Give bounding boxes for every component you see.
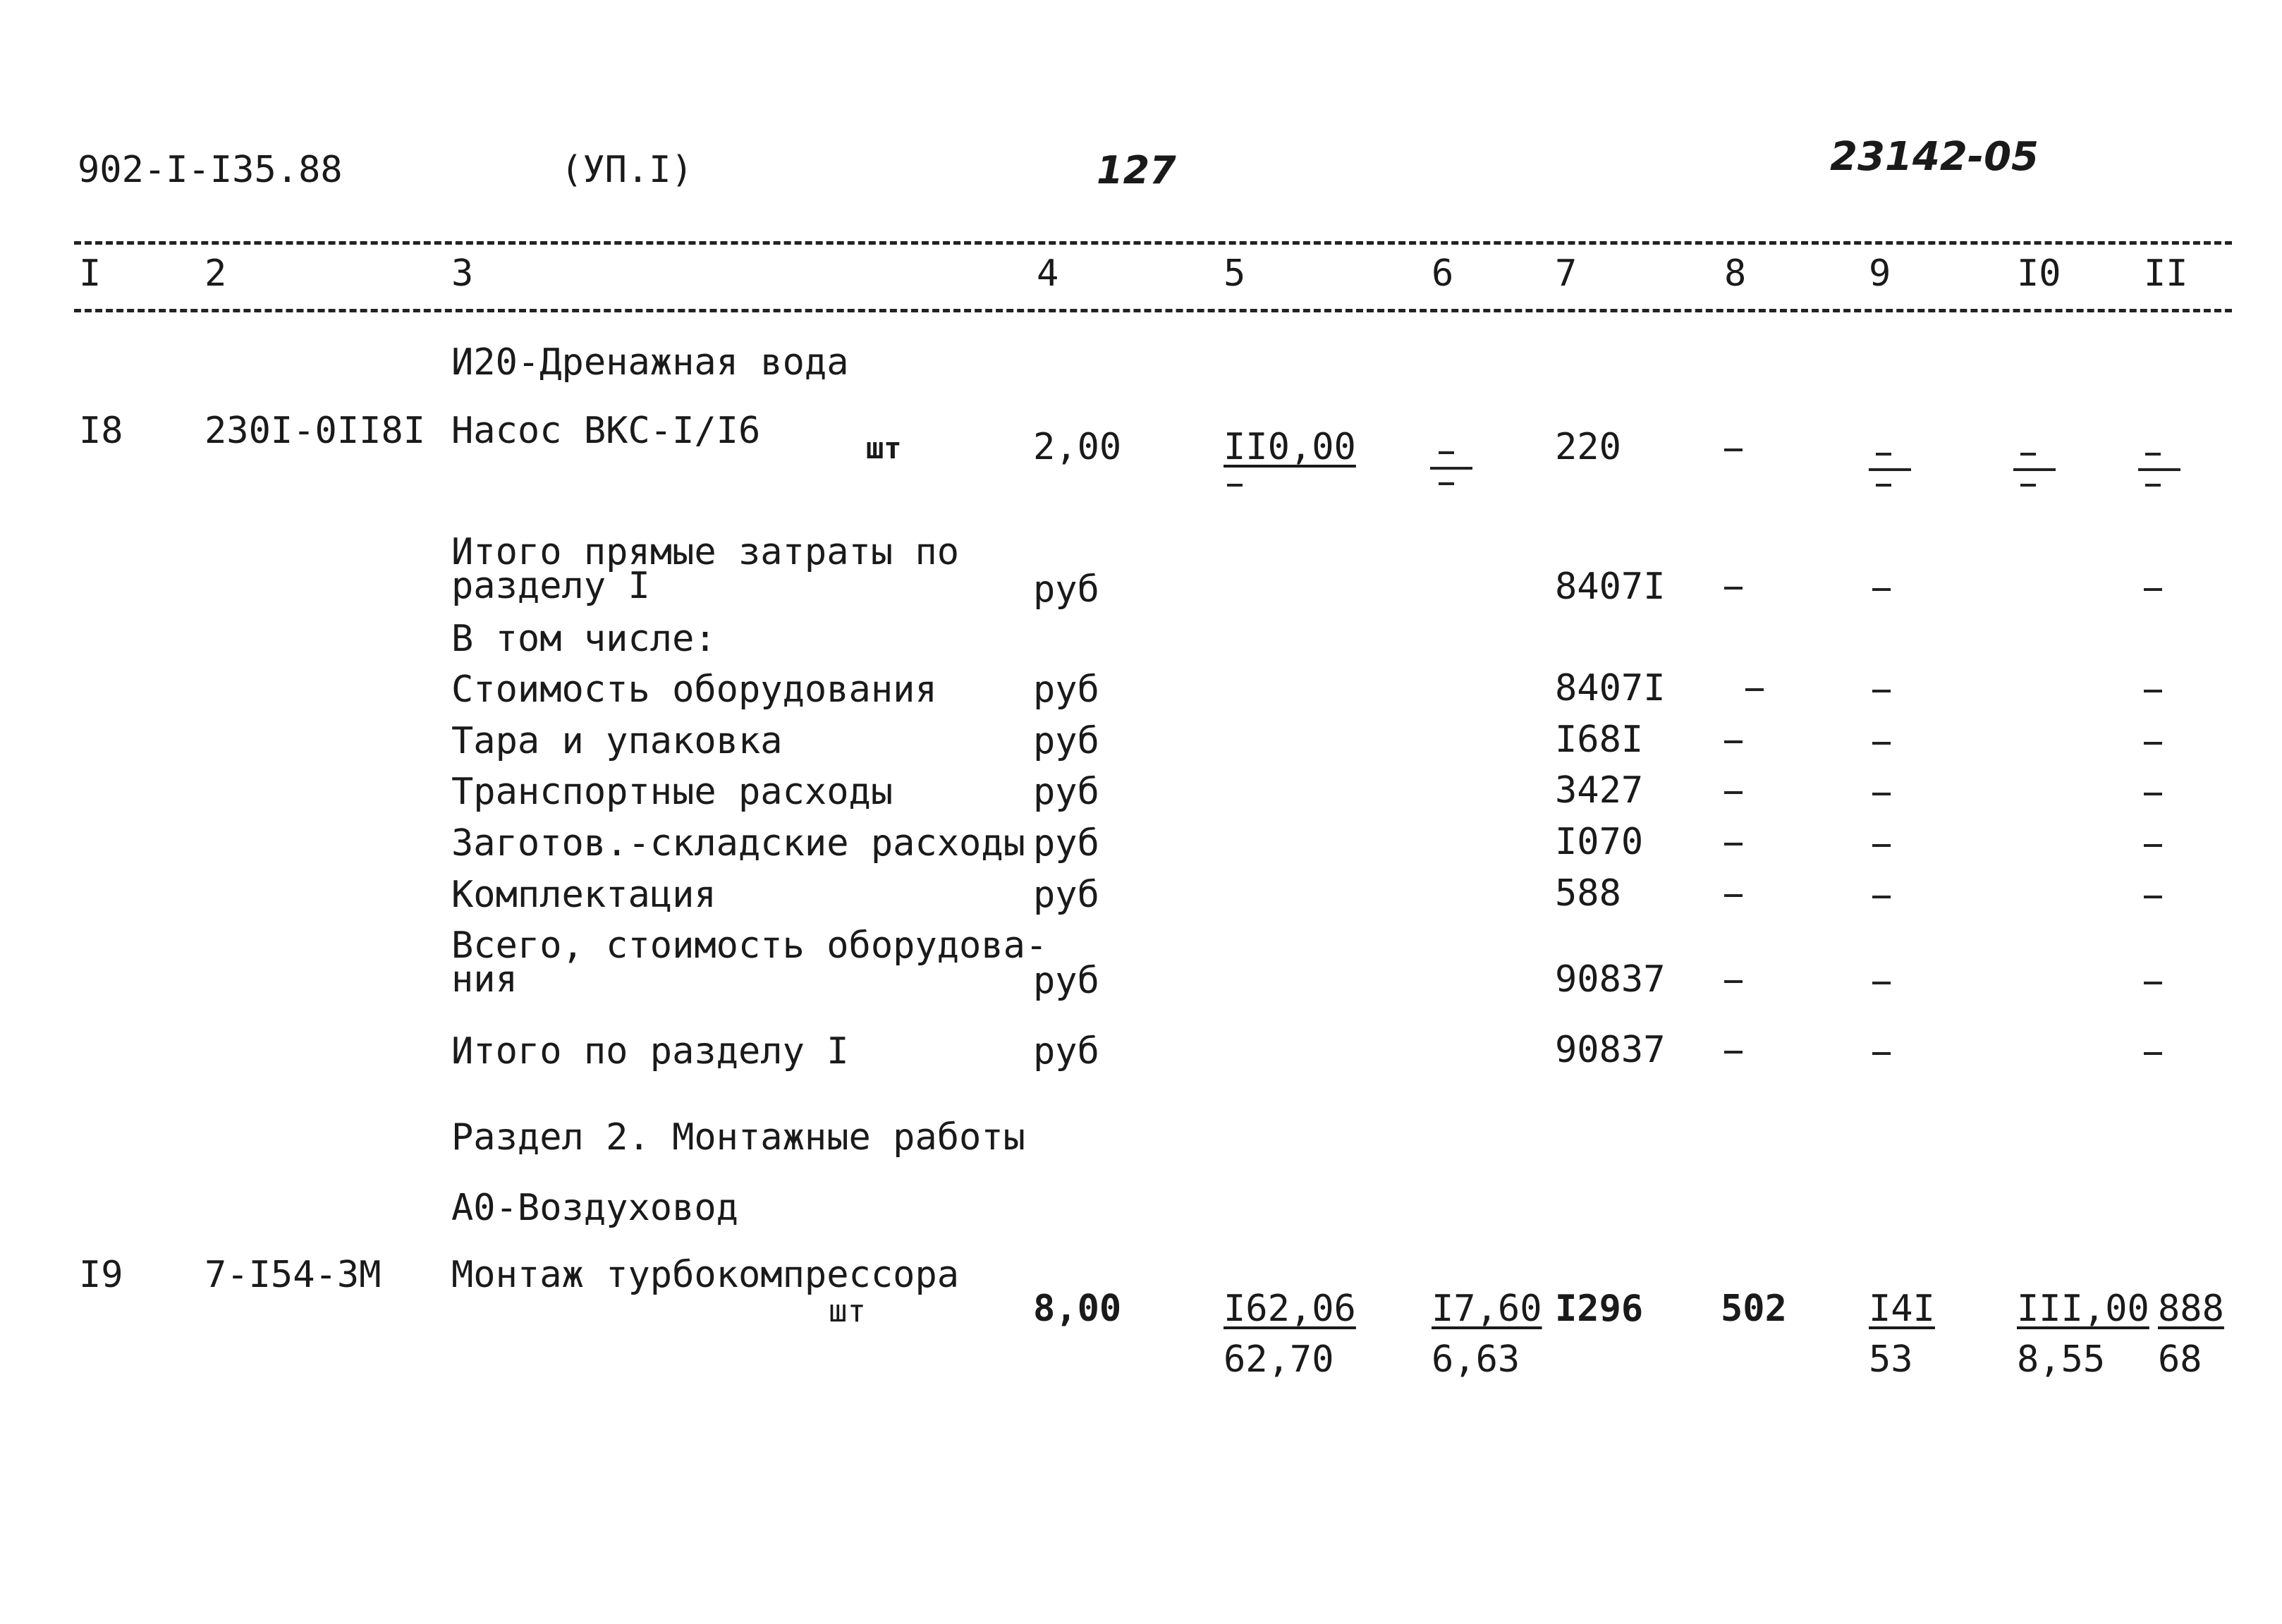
empty-dash — [1724, 740, 1743, 743]
empty-dash — [1724, 843, 1743, 845]
cost-col7: I296 — [1555, 1288, 1644, 1330]
fraction-dash — [1876, 453, 1891, 456]
col-header-1: I — [79, 252, 102, 295]
price-code: 230I-0II8I — [205, 410, 426, 452]
empty-dash — [2144, 690, 2162, 692]
total-cost: 220 — [1555, 426, 1621, 468]
summary-unit: руб — [1033, 822, 1099, 865]
summary-unit: руб — [1033, 960, 1099, 1002]
empty-dash — [2144, 742, 2162, 745]
cost-col9-top: I4I — [1869, 1288, 1935, 1330]
cost-col8: 502 — [1721, 1288, 1787, 1330]
empty-dash — [1724, 980, 1743, 983]
summary-label: Итого прямые затраты по разделу I — [451, 531, 960, 607]
summary-label: Комплектация — [451, 874, 716, 916]
subsection-heading: А0-Воздуховод — [451, 1187, 738, 1229]
col-header-6: 6 — [1432, 252, 1454, 295]
empty-dash — [1724, 448, 1743, 451]
item-quantity: 2,00 — [1033, 426, 1122, 468]
cost-col10-bottom: 8,55 — [2017, 1338, 2106, 1381]
section-heading: Раздел 2. Монтажные работы — [451, 1116, 1025, 1159]
empty-dash — [2144, 588, 2162, 591]
col-header-2: 2 — [205, 252, 227, 295]
summary-label: Тара и упаковка — [451, 720, 783, 762]
item-name: Насос ВКС-I/I6 — [451, 410, 761, 452]
fraction-dash — [2145, 484, 2161, 487]
summary-value: 3427 — [1555, 769, 1644, 812]
empty-dash — [1724, 587, 1743, 590]
row-number: I8 — [79, 410, 123, 452]
empty-dash — [1724, 1051, 1743, 1054]
empty-dash — [1872, 690, 1891, 692]
empty-dash — [2144, 1052, 2162, 1055]
empty-dash — [1872, 742, 1891, 745]
table-header-rule — [74, 309, 2232, 312]
fraction-dash — [1439, 482, 1454, 485]
item-unit: шт — [829, 1293, 866, 1329]
col-header-4: 4 — [1037, 252, 1059, 295]
summary-subheading: В том числе: — [451, 618, 716, 660]
empty-dash — [1724, 791, 1743, 794]
cost-col6-top: I7,60 — [1432, 1288, 1542, 1330]
summary-unit: руб — [1033, 668, 1099, 711]
col-header-7: 7 — [1555, 252, 1578, 295]
summary-label: Транспортные расходы — [451, 771, 893, 813]
empty-dash — [2144, 793, 2162, 795]
empty-dash — [1872, 588, 1891, 591]
cost-col11-bottom: 68 — [2158, 1338, 2202, 1381]
fraction-line — [2013, 468, 2056, 471]
empty-dash — [1872, 844, 1891, 847]
empty-dash — [1724, 894, 1743, 897]
fraction-dash — [1227, 484, 1243, 487]
col-header-5: 5 — [1224, 252, 1246, 295]
summary-value: 8407I — [1555, 667, 1666, 709]
cost-col9-bottom: 53 — [1869, 1338, 1913, 1381]
cost-col5-bottom: 62,70 — [1224, 1338, 1334, 1381]
summary-value: I070 — [1555, 821, 1644, 863]
fraction-dash — [1876, 484, 1891, 487]
table-top-rule — [74, 241, 2232, 245]
fraction-line — [2138, 468, 2180, 471]
empty-dash — [2144, 896, 2162, 898]
empty-dash — [2144, 844, 2162, 847]
summary-value: 90837 — [1555, 958, 1666, 1001]
empty-dash — [1872, 793, 1891, 795]
fraction-dash — [2145, 453, 2161, 456]
empty-dash — [1872, 982, 1891, 984]
cost-col11-top: 888 — [2158, 1288, 2224, 1330]
col-header-11: II — [2144, 252, 2188, 295]
summary-value: 8407I — [1555, 566, 1666, 608]
fraction-line — [1430, 467, 1472, 470]
summary-unit: руб — [1033, 568, 1099, 611]
fraction-dash — [1439, 451, 1454, 454]
summary-value: 90837 — [1555, 1029, 1666, 1071]
summary-value: 588 — [1555, 872, 1621, 915]
summary-label: Стоимость оборудования — [451, 668, 937, 711]
album-number: (УП.I) — [561, 149, 693, 191]
empty-dash — [2144, 982, 2162, 984]
handwritten-stamp: 23142-05 — [1830, 134, 2039, 180]
col-header-10: I0 — [2017, 252, 2061, 295]
document-code: 902-I-I35.88 — [78, 149, 343, 191]
fraction-line — [1869, 468, 1911, 471]
page-number: 127 — [1097, 148, 1176, 193]
item-quantity: 8,00 — [1033, 1288, 1122, 1330]
cost-col5-top: I62,06 — [1224, 1288, 1356, 1330]
fraction-dash — [2020, 453, 2036, 456]
summary-unit: руб — [1033, 771, 1099, 813]
col-header-8: 8 — [1724, 252, 1747, 295]
col-header-9: 9 — [1869, 252, 1891, 295]
summary-label: Итого по разделу I — [451, 1030, 849, 1073]
price-code: 7-I54-3М — [205, 1254, 382, 1296]
summary-unit: руб — [1033, 1030, 1099, 1073]
col-header-3: 3 — [451, 252, 474, 295]
cost-col10-top: III,00 — [2017, 1288, 2149, 1330]
empty-dash — [1872, 896, 1891, 898]
summary-unit: руб — [1033, 720, 1099, 762]
empty-dash — [1745, 688, 1764, 691]
unit-cost: II0,00 — [1224, 426, 1356, 468]
summary-label: Всего, стоимость оборудова- ния — [451, 924, 1048, 1001]
row-number: I9 — [79, 1254, 123, 1296]
cost-col6-bottom: 6,63 — [1432, 1338, 1520, 1381]
summary-value: I68I — [1555, 719, 1644, 761]
fraction-dash — [2020, 484, 2036, 487]
summary-label: Заготов.-складские расходы — [451, 822, 1025, 865]
item-name: Монтаж турбокомпрессора — [451, 1254, 960, 1296]
empty-dash — [1872, 1052, 1891, 1055]
section-heading: И20-Дренажная вода — [451, 341, 849, 384]
item-unit: шт — [866, 431, 902, 465]
summary-unit: руб — [1033, 874, 1099, 916]
